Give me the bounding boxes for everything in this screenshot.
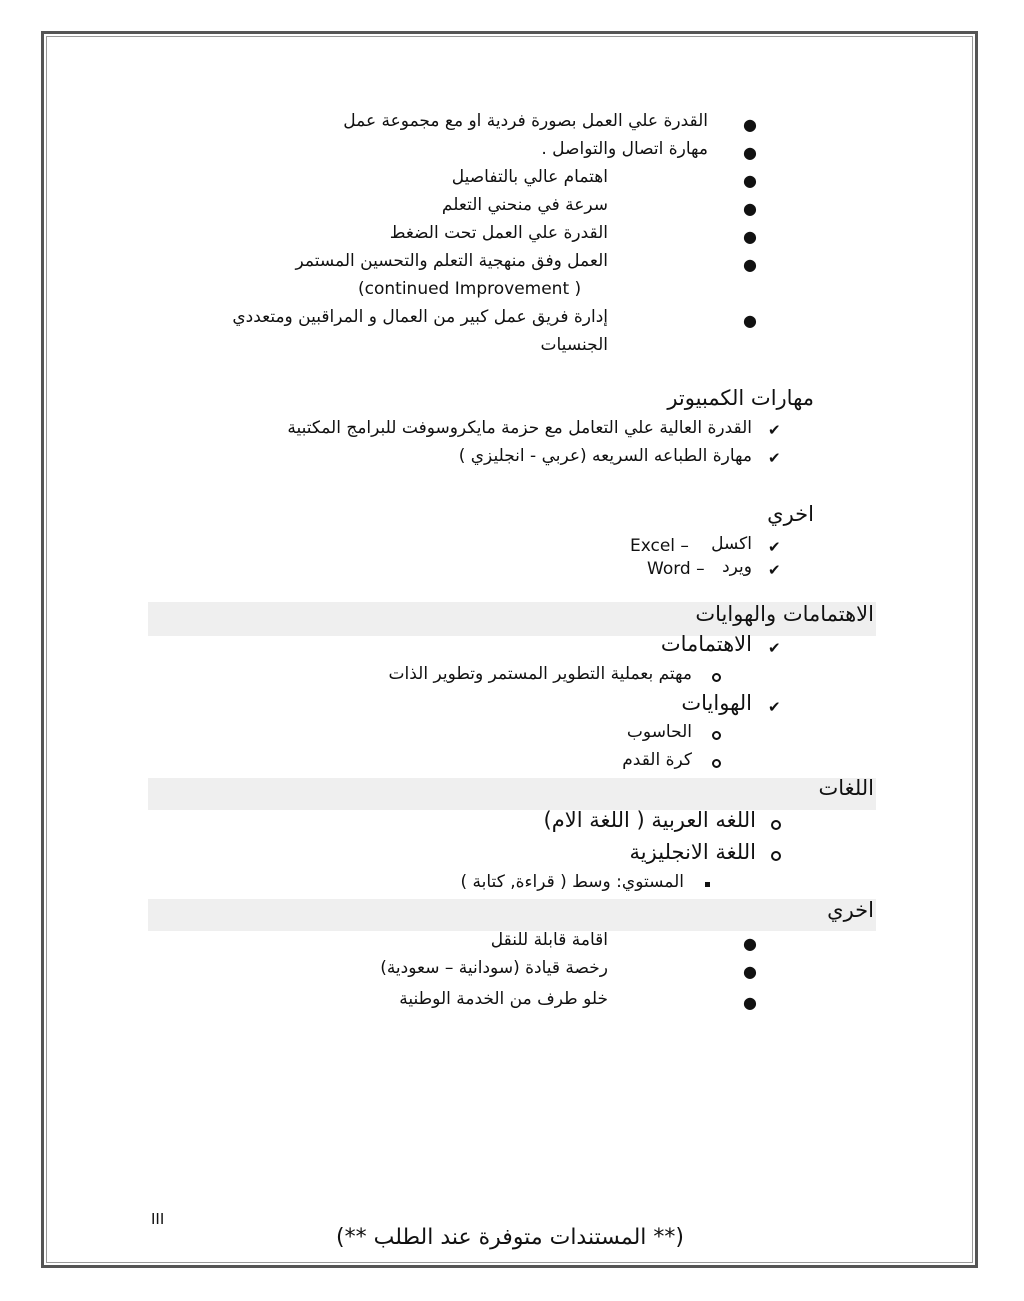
skill-item-continuation: الجنسيات xyxy=(540,335,608,355)
skill-item: القدرة علي العمل بصورة فردية او مع مجموعة عمل xyxy=(343,111,708,131)
skill-item: سرعة في منحني التعلم xyxy=(441,195,608,215)
other-item-en: Excel – xyxy=(630,536,689,556)
hobby-item: كرة القدم xyxy=(622,750,692,770)
section-title-computer: مهارات الكمبيوتر xyxy=(667,386,814,410)
other2-item: خلو طرف من الخدمة الوطنية xyxy=(399,989,608,1009)
bullet: ● xyxy=(743,227,757,246)
skill-item: مهارة اتصال والتواصل . xyxy=(541,139,708,159)
check-icon: ✔ xyxy=(768,639,781,657)
check-icon: ✔ xyxy=(768,561,781,579)
skill-item: العمل وفق منهجية التعلم والتحسين المستمر xyxy=(295,251,608,271)
square-bullet-icon xyxy=(705,882,710,887)
page-border xyxy=(41,31,978,1268)
bullet: ● xyxy=(743,115,757,134)
skill-item: إدارة فريق عمل كبير من العمال و المراقبين ومتعددي xyxy=(232,307,608,327)
circle-bullet-icon xyxy=(771,851,781,861)
computer-item: مهارة الطباعه السريعه (عربي - انجليزي ) xyxy=(458,446,752,466)
section-title-other-2: اخري xyxy=(827,898,874,922)
bullet: ● xyxy=(743,143,757,162)
page-number: III xyxy=(151,1210,165,1228)
other-item-ar: اكسل xyxy=(711,534,752,554)
interest-item: مهتم بعملية التطوير المستمر وتطوير الذات xyxy=(388,664,692,684)
other-item-en: Word – xyxy=(647,559,705,579)
bullet: ● xyxy=(743,934,757,953)
bullet: ● xyxy=(743,199,757,218)
bullet: ● xyxy=(743,311,757,330)
other2-item: اقامة قابلة للنقل xyxy=(490,930,608,950)
check-icon: ✔ xyxy=(768,538,781,556)
other2-item: رخصة قيادة (سودانية – سعودية) xyxy=(380,958,608,978)
circle-bullet-icon xyxy=(712,673,721,682)
footer-note: (** المستندات متوفرة عند الطلب **) xyxy=(336,1225,684,1250)
bullet: ● xyxy=(743,171,757,190)
section-title-other: اخري xyxy=(767,502,814,526)
language-level: المستوي: وسط ( قراءة, كتابة ) xyxy=(460,872,684,892)
check-icon: ✔ xyxy=(768,698,781,716)
skill-item-continuation: (continued Improvement ) xyxy=(358,279,582,299)
circle-bullet-icon xyxy=(771,820,781,830)
language-item: اللغه العربية ( اللغة الام) xyxy=(543,808,756,832)
section-band xyxy=(148,899,876,931)
language-item: اللغة الانجليزية xyxy=(629,840,756,864)
section-band xyxy=(148,778,876,810)
subsection-title-interests: الاهتمامات xyxy=(660,632,752,656)
section-title-interests: الاهتمامات والهوايات xyxy=(695,602,874,626)
circle-bullet-icon xyxy=(712,759,721,768)
other-item-ar: ويرد xyxy=(722,557,752,577)
computer-item: القدرة العالية علي التعامل مع حزمة مايكروسوفت للبرامج المكتبية xyxy=(287,418,752,438)
hobby-item: الحاسوب xyxy=(626,722,692,742)
skill-item: القدرة علي العمل تحت الضغط xyxy=(389,223,608,243)
check-icon: ✔ xyxy=(768,421,781,439)
subsection-title-hobbies: الهوايات xyxy=(681,691,752,715)
bullet: ● xyxy=(743,962,757,981)
bullet: ● xyxy=(743,993,757,1012)
check-icon: ✔ xyxy=(768,449,781,467)
skill-item: اهتمام عالي بالتفاصيل xyxy=(451,167,608,187)
section-title-languages: اللغات xyxy=(818,776,874,800)
bullet: ● xyxy=(743,255,757,274)
circle-bullet-icon xyxy=(712,731,721,740)
